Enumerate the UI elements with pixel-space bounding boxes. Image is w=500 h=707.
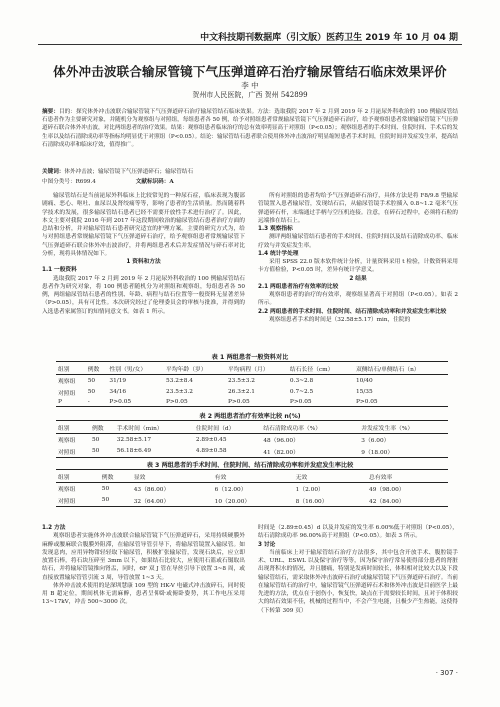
table-row	[56, 483, 448, 495]
table-cell: 23.5±3.2	[166, 389, 193, 396]
section-heading-1-3: 1.3 观察指标	[258, 226, 293, 232]
table-cell: 53.2±8.4	[166, 377, 193, 384]
body-column-left-lower	[42, 524, 245, 607]
table1-header: 双侧结石/单侧结石（n）	[354, 362, 448, 375]
table-cell: -	[86, 398, 108, 407]
table-cell: 31/19	[109, 377, 127, 384]
table-cell: 23.5±3.2	[227, 377, 255, 384]
table-row	[56, 375, 448, 387]
table-row	[56, 386, 448, 397]
table-cell: 观察组	[58, 438, 76, 445]
table-row	[56, 434, 448, 446]
table-row	[56, 494, 448, 506]
doc-code: 文献标识码：A	[135, 179, 174, 185]
table-cell: 8（16.00）	[294, 494, 367, 506]
table-row	[56, 398, 448, 407]
table-cell: 4.89±0.58	[194, 445, 261, 457]
table-cell: 26.3±2.1	[227, 389, 255, 396]
article-title: 体外冲击波联合输尿管镜下气压弹道碎石治疗输尿管结石临床效果评价	[53, 64, 447, 79]
table3-header: 显效	[132, 470, 213, 483]
table3-caption: 表 3 两组患者的手术时间、住院时间、结石清除成功率和并发症发生率比较	[146, 462, 354, 469]
table3-header-row	[56, 470, 448, 483]
table1-header: 平均病程（月）	[226, 362, 288, 375]
affiliation: 贺州市人民医院，广西 贺州 542899	[192, 91, 308, 99]
table1	[56, 361, 448, 407]
table1-caption: 表 1 两组患者一般资料对比	[211, 354, 289, 361]
table2-header: 例数	[90, 421, 115, 434]
body-column-left	[42, 192, 245, 316]
table-cell: 32.58±5.17	[116, 436, 152, 443]
section-heading-3: 3 讨论	[258, 541, 276, 548]
table-cell: 50	[101, 485, 110, 492]
table-cell: 49（98.00）	[369, 487, 405, 494]
table-cell: P	[56, 398, 86, 407]
table3-header: 组别	[56, 470, 100, 483]
table-cell: 观察组	[58, 487, 76, 494]
table-cell: P>0.05	[164, 398, 226, 407]
abstract-label: 摘要：	[42, 109, 59, 115]
table3-header: 总有效率	[367, 470, 448, 483]
paragraph-2-2: 观察组患者手术的时间是（32.58±5.17）min，住院的	[269, 316, 411, 323]
section-heading-1-4: 1.4 统计学处理	[258, 250, 299, 257]
table2-header: 结石清除成功率（%）	[261, 421, 359, 434]
table-cell: 50	[87, 377, 96, 384]
table2-caption: 表 2 两组患者治疗有效率比较 n(%)	[199, 413, 301, 420]
table1-header: 性别（男/女）	[107, 362, 164, 375]
table-cell: 10（20.00）	[213, 494, 294, 506]
table1-header: 平均年龄（岁）	[164, 362, 226, 375]
table-cell: 50	[90, 445, 115, 457]
section-heading-1-2: 1.2 方法	[42, 525, 66, 531]
table-cell: 6（12.00）	[214, 487, 247, 494]
body-column-right	[258, 192, 458, 324]
keywords-label: 关键词：	[42, 169, 65, 175]
table-cell: P>0.05	[354, 398, 448, 407]
paragraph-1-1: 选取我院 2017 年 2 月到 2019 年 2 月泌尿外科收治的 100 例输尿管结石患者作为研究对象，将 100 例患者随机分为对照组和观察组，每组患者各 50 例，两组输尿管结石患者的性别、年龄、病程与结石位置等一般资料无显著差异（P>0.05），具有可比性。本次研究经过了伦理委员会的审核与批准，并得到的入选患者家属签订的知情同意文书。如表 1 所示。	[42, 275, 245, 315]
intro-paragraph: 输尿管结石是当前泌尿外科临床上比较常见的一种尿石症，临床表现为腹部剧痛、恶心、呕吐、血尿以及肾绞痛等等，影响了患者的生活质量。然而随着科学技术的发展，很多输尿管结石患者已经不需要开放性手术进行治疗了。因此，本文主要对我院 2016 年到 2017 年这段期间收治的输尿管结石患者治疗方面的总结和分析，并对输尿管结石患者研究适宜的护理方案。主要的研究方式为，给与对照组患者常规输尿管镜下气压弹道碎石治疗，给予观察组患者常规输尿管下气压弹道碎石联合体外冲击波治疗，并将两组患者术后并发症情况与碎石率对比分析，现将具体情况如下。	[42, 193, 245, 257]
table-cell: 1（2.00）	[295, 487, 324, 494]
section-heading-2-2: 2.2 两组患者的手术时间、住院时间、结石清除成功率和并发症发生率比较	[258, 308, 447, 315]
table-cell: 3（6.00）	[361, 438, 390, 445]
table-cell: 42（84.00）	[367, 494, 448, 506]
paragraph-1-2: 观察组患者实施体外冲击波联合输尿管镜下气压弹道碎石，采用持续硬膜外麻醉或腰麻联合腹膜外阻滞，在输尿管导管引导下，将输尿管镜置入输尿管。如发现息肉，应用异物钳轻轻取下输尿管，积极扩张输尿管，发现石块后，应立即放置石棒，将石块压碎至 3mm 以下，如果结石比较大，应使用石篮或石镊取出结石，并将输尿管镜推向肾盂，同时，6F 双 J 管在导丝引导下放置 3~8 周，或直接放置输尿管管引流 3 周，导管放置 1~3 天。	[42, 533, 245, 581]
section-heading-2: 2 结果	[349, 275, 367, 282]
body-column-right-lower	[258, 524, 458, 615]
table2-header: 住院时间（d）	[194, 421, 261, 434]
table1-header-row	[56, 362, 448, 375]
paragraph-1-3: 测评两组输尿管结石患者的手术时间、住院时间以及结石清除成功率、临床疗效与并发症发生率。	[258, 234, 458, 249]
table-cell: 9（18.00）	[359, 445, 448, 457]
table-cell: 43（86.00）	[133, 487, 170, 494]
table-cell: 50	[100, 494, 132, 506]
journal-header: 中文科技期刊数据库（引文版）医药卫生 2019 年 10 月 04 期	[200, 33, 458, 43]
abstract-text: 目的：探究体外冲击波联合输尿管镜下气压弹道碎石治疗输尿管结石临床效果。方法：选取我院 2017 年 2 月到 2019 年 2 月泌尿外科收治的 100 例输尿管结石患者作为主要研究对象，并随机分为观察组与对照组，每组患者各 50 例，给予对照组患者常规输尿管镜下气压弹道碎石治疗，给予观察组患者常规输尿管镜下气压弹道碎石联合体外冲击波，对比两组患者的治疗效果。结果：观察组患者临床治疗的总有效率明显高于对照组（P<0.05）；观察组患者的手术时间、住院时间、手术后的发生率以及结石清除成功率等指标均明显优于对照组（P<0.05）。结论：输尿管结石患者联合使用体外冲击波治疗明显缩短患者手术时间，住院时间并发症发生率，提高结石清除成功率和临床疗效，值得推广。	[42, 109, 458, 148]
page-number: · 307 ·	[435, 669, 458, 677]
table-cell: 0.3~2.8	[289, 377, 314, 384]
table1-header: 例数	[86, 362, 108, 375]
table-cell: 10/40	[355, 377, 373, 384]
paragraph-2-2b: 时间是（2.89±0.45）d 以及并发症的发生率 6.00%低于对照组（P<0.05），结石清除成功率 96.00%高于对照组（P<0.05）。如表 3 所示。	[258, 525, 458, 540]
table-cell: P>0.05	[107, 398, 164, 407]
section-heading-1: 1 资料和方法	[126, 259, 161, 265]
table-cell: 对照组	[56, 494, 100, 506]
table1-header: 组别	[56, 362, 86, 375]
paragraph-3: 当前临床上对于输尿管结石治疗方法很多，其中包含开放手术、腹腔镜手术、URL、ESWL 以及保守治疗等等，因为保守治疗常易使得部分患者的肾脏出现肾积水的情况，并且腰痛，特别是发病时间较长，体积相对比较大以及下段输尿管结石，需采取体外冲击波碎石治疗或输尿管镜下气压弹道碎石治疗。当前在输尿管结石的治疗中，输尿管镜气压弹道碎石术和体外冲击波是目前医学上最先进的方法，优点在于创伤小，恢复快，缺点在于需要较长时间，且对于体积较大的结石效果不佳，机械的过程当中，不会产生电能，且极少产生热能，这使得（下转第 309 页）	[258, 549, 458, 614]
section-heading-2-1: 2.1 两组患者治疗有效率的比较	[258, 283, 339, 290]
table2-header: 手术时间（min）	[115, 421, 194, 434]
table-cell: 32（64.00）	[132, 494, 213, 506]
table-cell: 观察组	[58, 379, 76, 386]
abstract	[42, 108, 458, 149]
keywords-text: 体外冲击波；输尿管镜下气压弹道碎石；输尿管结石	[64, 169, 194, 175]
table-row	[56, 445, 448, 457]
table-cell: 34/16	[109, 389, 127, 396]
table-cell: 0.7~2.5	[289, 389, 314, 396]
table-cell: 50	[87, 389, 96, 396]
header-rule	[38, 44, 462, 45]
table-cell: 对照组	[58, 390, 76, 397]
table3-header: 有效	[213, 470, 294, 483]
author: 李 中	[241, 81, 259, 90]
table3	[56, 469, 448, 507]
keywords	[42, 168, 458, 176]
table3-header: 例数	[100, 470, 132, 483]
paragraph-1-2b: 体外冲击波术使用的是深圳慧康 109 型的 HK-V 电磁式冲击波碎石，同时使用 B 超定位，期间机体无需麻醉，患者呈仰卧或俯卧姿势，其工作电压采用 13~17kV，冲击 500~3000 次。	[42, 582, 245, 606]
clc-number: 中图分类号：R699.4	[42, 179, 96, 185]
paragraph-right-1: 所有对照组的患者均给予气压弹道碎石治疗，具体方法是将 F8/9.8 型输尿管镜置入患者输尿管，发现结石后，从输尿管镜手术腔插入 0.8~1.2 毫米气压弹道碎石杆，末端通过手柄与空压机连接。注意，在碎石过程中，必须将石粒的远端推在结石上。	[258, 193, 458, 224]
table-cell: 对照组	[56, 445, 90, 457]
section-heading-1-1: 1.1 一般资料	[42, 267, 77, 274]
table1-header: 结石长径（cm）	[288, 362, 354, 375]
table-cell: 50	[91, 436, 100, 443]
paragraph-2-1: 观察组患者的治疗的有效率，观察组显著高于对照组（P<0.05）。如表 2 所示。	[258, 292, 458, 307]
table-cell: 56.18±6.49	[115, 445, 194, 457]
table-cell: 41（82.00）	[261, 445, 359, 457]
classification	[42, 177, 458, 185]
table-cell: 2.89±0.45	[195, 436, 227, 443]
table-cell: P>0.05	[288, 398, 354, 407]
paragraph-1-4: 采用 SPSS 22.0 版本软件统计分析，计量资料采用 t 检验，计数资料采用卡方值检验，P<0.05 时，差异有统计学意义。	[258, 259, 458, 274]
table2-header: 组别	[56, 421, 90, 434]
table2	[56, 420, 448, 458]
table-cell: P>0.05	[226, 398, 288, 407]
table3-header: 无效	[294, 470, 367, 483]
table2-header: 并发症发生率（%）	[359, 421, 448, 434]
table-cell: 15/35	[355, 389, 373, 396]
table2-header-row	[56, 421, 448, 434]
table-cell: 48（96.00）	[263, 438, 299, 445]
